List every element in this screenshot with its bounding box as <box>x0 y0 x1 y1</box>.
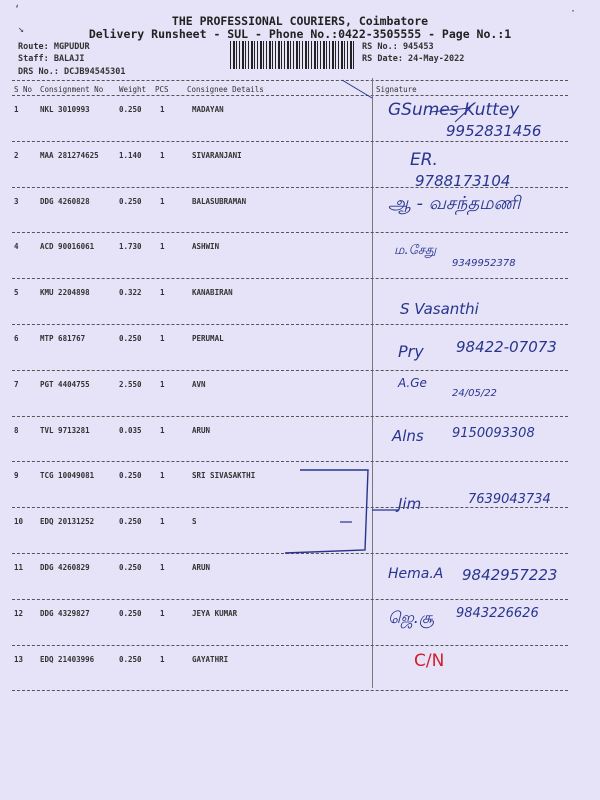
rs-date: RS Date: 24-May-2022 <box>362 54 465 64</box>
handwritten-phone: 9150093308 <box>452 426 535 441</box>
row-sno: 8 <box>14 425 19 435</box>
pcs: 1 <box>160 425 165 435</box>
handwritten-phone: 9788173104 <box>415 172 511 190</box>
handwritten-signature: Pry <box>398 342 424 361</box>
pcs: 1 <box>160 471 165 481</box>
handwritten-phone: 9843226626 <box>456 606 539 621</box>
handwritten-signature: GSumes Kuttey <box>388 100 520 120</box>
weight: 0.250 <box>119 471 142 481</box>
row-sno: 1 <box>14 105 19 114</box>
pcs: 1 <box>160 150 165 160</box>
row-sno: 11 <box>14 563 24 572</box>
pcs: 1 <box>160 654 165 664</box>
weight: 0.250 <box>119 334 142 343</box>
col-header-consignment: Consignment No <box>40 85 104 94</box>
handwritten-signature: S Vasanthi <box>400 300 479 318</box>
consignment-number: EDQ 20131252 <box>40 517 95 527</box>
consignment-number: EDQ 21403996 <box>40 654 95 664</box>
consignee-name: AVN <box>192 379 206 389</box>
row-sno: 9 <box>14 471 19 481</box>
handwritten-signature: Hema.A <box>388 566 444 582</box>
pcs: 1 <box>160 608 165 618</box>
row-sno: 3 <box>14 196 19 206</box>
weight: 0.322 <box>119 288 142 298</box>
consignee-name: MADAYAN <box>192 105 224 114</box>
row-sno: 2 <box>14 150 19 160</box>
col-header-signature: Signature <box>376 85 417 94</box>
drs-label: DRS No.: DCJB94545301 <box>18 67 126 77</box>
handwritten-phone: 9349952378 <box>452 258 516 269</box>
weight: 0.250 <box>119 608 142 618</box>
handwritten-signature: ஆ - வசந்தமணி <box>388 193 521 214</box>
staff-label: Staff: BALAJI <box>18 54 85 64</box>
consignee-name: SRI SIVASAKTHI <box>192 471 256 481</box>
consignment-number: ACD 90016061 <box>40 242 95 252</box>
company-title: THE PROFESSIONAL COURIERS, Coimbatore <box>171 14 429 28</box>
handwritten-phone: 9952831456 <box>446 122 542 140</box>
pcs: 1 <box>160 196 165 206</box>
consignee-name: S <box>192 517 197 527</box>
consignment-number: MAA 281274625 <box>40 150 99 160</box>
handwritten-signature: ம.சேது <box>394 243 437 258</box>
row-sno: 4 <box>14 242 19 252</box>
weight: 0.250 <box>119 654 142 664</box>
handwritten-signature: ஜெ.சூ <box>388 608 435 627</box>
consignee-name: SIVARANJANI <box>192 150 242 160</box>
pcs: 1 <box>160 334 165 343</box>
row-sno: 12 <box>14 608 24 618</box>
weight: 1.140 <box>119 150 142 160</box>
col-header-pcs: PCS <box>155 85 169 94</box>
consignment-number: MTP 681767 <box>40 334 86 343</box>
weight: 0.035 <box>119 425 142 435</box>
pcs: 1 <box>160 379 165 389</box>
consignee-name: ASHWIN <box>192 242 220 252</box>
consignment-number: TCG 10049081 <box>40 471 95 481</box>
consignee-name: PERUMAL <box>192 334 224 343</box>
row-sno: 5 <box>14 288 19 298</box>
weight: 0.250 <box>119 105 142 114</box>
row-sno: 13 <box>14 654 24 664</box>
col-header-sno: S No <box>14 85 33 94</box>
consignee-name: GAYATHRI <box>192 654 229 664</box>
handwritten-phone: 7639043734 <box>468 492 551 507</box>
corner-arrow-mark: ↘ <box>18 24 25 35</box>
handwritten-signature: Alns <box>392 427 424 445</box>
runsheet-subtitle: Delivery Runsheet - SUL - Phone No.:0422-3505555 - Page No.:1 <box>88 27 512 41</box>
col-header-consignee: Consignee Details <box>187 85 264 94</box>
handwritten-phone: 9842957223 <box>462 566 558 584</box>
handwritten-phone: 24/05/22 <box>452 388 497 399</box>
weight: 1.730 <box>119 242 142 252</box>
weight: 0.250 <box>119 517 142 527</box>
consignment-number: DDG 4260828 <box>40 196 90 206</box>
consignee-name: BALASUBRAMAN <box>192 196 247 206</box>
pcs: 1 <box>160 517 165 527</box>
weight: 0.250 <box>119 196 142 206</box>
route-label: Route: MGPUDUR <box>18 42 90 52</box>
consignment-number: KMU 2204898 <box>40 288 90 298</box>
handwritten-phone: 98422-07073 <box>456 338 557 356</box>
corner-mark: ʻ <box>14 4 21 15</box>
pcs: 1 <box>160 563 165 572</box>
weight: 0.250 <box>119 563 142 572</box>
corner-dot-mark: · <box>570 6 577 17</box>
weight: 2.550 <box>119 379 142 389</box>
handwritten-signature: C/N <box>414 651 445 671</box>
consignment-number: TVL 9713281 <box>40 425 90 435</box>
consignee-name: ARUN <box>192 425 211 435</box>
row-sno: 10 <box>14 517 24 527</box>
consignee-name: JEYA KUMAR <box>192 608 238 618</box>
consignee-name: ARUN <box>192 563 211 572</box>
consignment-number: NKL 3010993 <box>40 105 90 114</box>
pcs: 1 <box>160 105 165 114</box>
row-sno: 7 <box>14 379 19 389</box>
pcs: 1 <box>160 288 165 298</box>
rs-number: RS No.: 945453 <box>362 42 434 52</box>
handwritten-signature: A.Ge <box>398 376 427 390</box>
consignment-number: PGT 4404755 <box>40 379 90 389</box>
consignment-number: DDG 4329827 <box>40 608 90 618</box>
col-header-weight: Weight <box>119 85 147 94</box>
handwritten-signature: ER. <box>410 150 438 170</box>
pcs: 1 <box>160 242 165 252</box>
row-sno: 6 <box>14 334 19 343</box>
consignment-number: DDG 4260829 <box>40 563 90 572</box>
handwritten-signature: Jim <box>398 495 422 513</box>
consignee-name: KANABIRAN <box>192 288 233 298</box>
